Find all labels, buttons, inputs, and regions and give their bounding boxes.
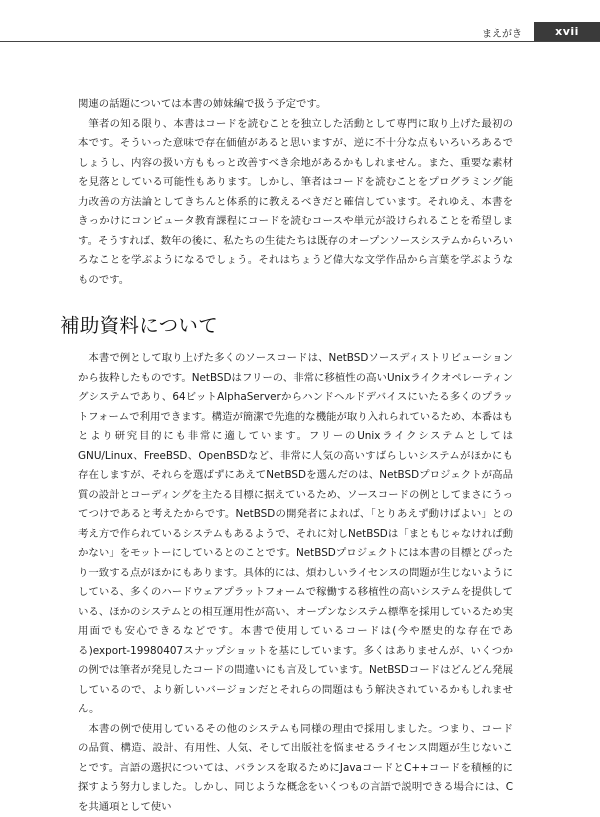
page-body [78, 95, 513, 817]
header-rule [0, 41, 600, 42]
paragraph-continued: 関連の話題については本書の姉妹編で扱う予定です。 [78, 95, 513, 115]
page-number: xvii [534, 22, 600, 42]
paragraph: 本書で例として取り上げた多くのソースコードは、NetBSDソースディストリビューションから抜粋したものです。NetBSDはフリーの、非常に移植性の高いUnixライクオペレーティングシステムであり、64ビットAlphaServerからハンドヘルドデバイスにいたる多くのプラットフォームで利用できます。構造が簡潔で先進的な機能が取り入れられているため、本番はもとより研究目的にも非常に適しています。フリーのUnixライクシステムとしてはGNU/Linux、FreeBSD、OpenBSDなど、非常に人気の高いすばらしいシステムがほかにも存在しますが、それらを選ばずにあえてNetBSDを選んだのは、NetBSDプロジェクトが高品質の設計とコーディングを主たる目標に据えているため、ソースコードの例としてまさにうってつけであると考えたからです。NetBSDの開発者によれば、「とりあえず動けばよい」との考え方で作られているシステムもあるようで、それに対しNetBSDは「まともじゃなければ動かない」をモットーにしているとのことです。NetBSDプロジェクトには本書の目標とぴったり一致する点がほかにもあります。具体的には、煩わしいライセンスの問題が生じないようにしている、多くのハードウェアプラットフォームで稼働する移植性の高いシステムを提供している、ほかのシステムとの相互運用性が高い、オープンなシステム標準を採用しているため実用面でも安心できるなどです。本書で使用しているコードは(今や歴史的な存在である)export-19980407スナップショットを基にしています。多くはありませんが、いくつかの例では筆者が発見したコードの間違いにも言及しています。NetBSDコードはどんどん発展しているので、より新しいバージョンだとそれらの問題はもう解決されているかもしれません。 [78, 349, 513, 720]
running-header-section: まえがき [482, 25, 522, 40]
running-header [0, 22, 600, 42]
paragraph: 筆者の知る限り、本書はコードを読むことを独立した活動として専門に取り上げた最初の本です。そういった意味で存在価値があると思いますが、逆に不十分な点もいろいろあるでしょうし、内容の扱い方ももっと改善すべき余地があるかもしれません。また、重要な素材を見落としている可能性もあります。しかし、筆者はコードを読むことをプログラミング能力改善の方法論としてきちんと体系的に教えるべきだと確信しています。それゆえ、本書をきっかけにコンピュータ教育課程にコードを読むコースや単元が設けられることを希望します。そうすれば、数年の後に、私たちの生徒たちは既存のオープンソースシステムからいろいろなことを学ぶようになるでしょう。それはちょうど偉大な文学作品から言葉を学ぶようなものです。 [78, 115, 513, 291]
section-heading: 補助資料について [60, 312, 513, 340]
paragraph: 本書の例で使用しているその他のシステムも同様の理由で採用しました。つまり、コードの品質、構造、設計、有用性、人気、そして出版社を悩ませるライセンス問題が生じないことです。言語の選択については、バランスを取るためにJavaコードとC++コードを積極的に探すよう努力しました。しかし、同じような概念をいくつもの言語で説明できる場合には、Cを共通項として使い [78, 720, 513, 817]
